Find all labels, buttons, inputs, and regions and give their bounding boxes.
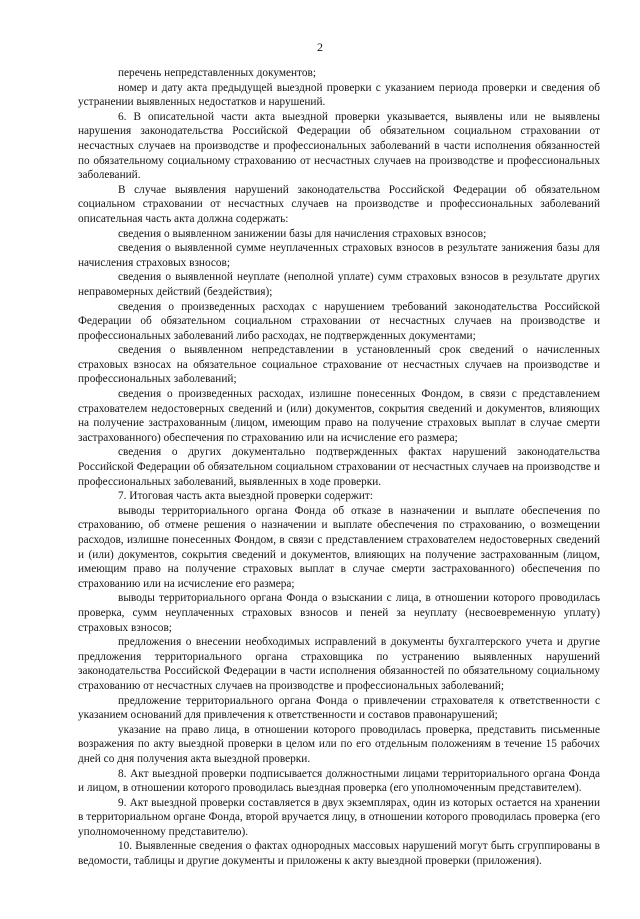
- paragraph: 8. Акт выездной проверки подписывается должностными лицами территориального органа Фонда и лицом, в отношении которого проводилась выездная проверка (его уполномоченным представителем).: [78, 767, 600, 795]
- paragraph: сведения о выявленном занижении базы для начисления страховых взносов;: [118, 227, 487, 240]
- paragraph: 10. Выявленные сведения о фактах однородных массовых нарушений могут быть сгруппированы в ведомости, таблицы и другие документы и приложены к акту выездной проверки (приложения).: [78, 840, 600, 868]
- paragraph: 7. Итоговая часть акта выездной проверки содержит:: [118, 490, 373, 503]
- paragraph: сведения о произведенных расходах, излишне понесенных Фондом, в связи с представлением страхователем недостоверных сведений и (или) документов, сокрытия сведений и документов, влияющих на получение застрахованным (лицом, имеющим право на получение страховых выплат в случае смерти застрахованного) обеспечения по страхованию или на исчисление его размера;: [78, 388, 600, 444]
- page-number: 2: [317, 40, 323, 54]
- paragraph: сведения о произведенных расходах с нарушением требований законодательства Российской Федерации об обязательном социальном страховании от несчастных случаев на производстве и профессиональных заболеваний либо расходах, не подтвержденных документами;: [78, 300, 600, 342]
- paragraph: выводы территориального органа Фонда о взыскании с лица, в отношении которого проводилась проверка, сумм неуплаченных страховых взносов и пеней за неуплату (несвоевременную уплату) страховых взносов;: [78, 592, 600, 634]
- paragraph: 9. Акт выездной проверки составляется в двух экземплярах, один из которых остается на хранении в территориальном органе Фонда, второй вручается лицу, в отношении которого проводилась проверка (его уполномоченному представителю).: [78, 796, 600, 838]
- paragraph: сведения о других документально подтвержденных фактах нарушений законодательства Российской Федерации об обязательном социальном страховании от несчастных случаев на производстве и профессиональных заболеваний, выявленных в ходе проверки.: [78, 446, 600, 488]
- paragraph: выводы территориального органа Фонда об отказе в назначении и выплате обеспечения по страхованию, об отмене решения о назначении и выплате обеспечения по страхованию, о возмещении расходов, излишне понесенных Фондом, в связи с представлением страхователем недостоверных сведений и (или) документов, сокрытия сведений и документов, влияющих на получение застрахованным (лицом, имеющим право на получение страховых выплат в случае смерти застрахованного) обеспечения по страхованию или на исчисление его размера;: [78, 504, 600, 590]
- paragraph: номер и дату акта предыдущей выездной проверки с указанием периода проверки и сведения об устранении выявленных недостатков и нарушений.: [78, 81, 600, 109]
- paragraph: сведения о выявленном непредставлении в установленный срок сведений о начисленных страховых взносах на обязательное социальное страхование от несчастных случаев на производстве и профессиональных заболеваний;: [78, 344, 600, 386]
- paragraph: сведения о выявленной сумме неуплаченных страховых взносов в результате занижения базы для начисления страховых взносов;: [78, 242, 600, 269]
- paragraph: В случае выявления нарушений законодательства Российской Федерации об обязательном социальном страховании от несчастных случаев на производстве и профессиональных заболеваний описательная часть акта должна содержать:: [78, 183, 600, 225]
- paragraph: перечень непредставленных документов;: [118, 67, 316, 79]
- paragraph: предложение территориального органа Фонда о привлечении страхователя к ответственности с указанием оснований для привлечения к ответственности и составов правонарушений;: [78, 694, 600, 722]
- document-body: [78, 66, 600, 869]
- paragraph: сведения о выявленной неуплате (неполной уплате) сумм страховых взносов в результате других неправомерных действий (бездействия);: [78, 271, 600, 298]
- paragraph: 6. В описательной части акта выездной проверки указывается, выявлены или не выявлены нарушения законодательства Российской Федерации об обязательном социальном страховании от несчастных случаев на производстве и профессиональных заболеваний в части исполнения обязанностей по обязательному социальному страхованию от несчастных случаев на производстве и профессиональных заболеваний.: [78, 110, 600, 182]
- paragraph: указание на право лица, в отношении которого проводилась проверка, представить письменные возражения по акту выездной проверки в целом или по его отдельным положениям в течение 15 рабочих дней со дня получения акта выездной проверки.: [78, 723, 600, 765]
- paragraph: предложения о внесении необходимых исправлений в документы бухгалтерского учета и другие предложения территориального органа страховщика по устранению выявленных нарушений законодательства Российской Федерации в части исполнения обязанностей по обязательному социальному страхованию от несчастных случаев на производстве и профессиональных заболеваний;: [78, 636, 600, 692]
